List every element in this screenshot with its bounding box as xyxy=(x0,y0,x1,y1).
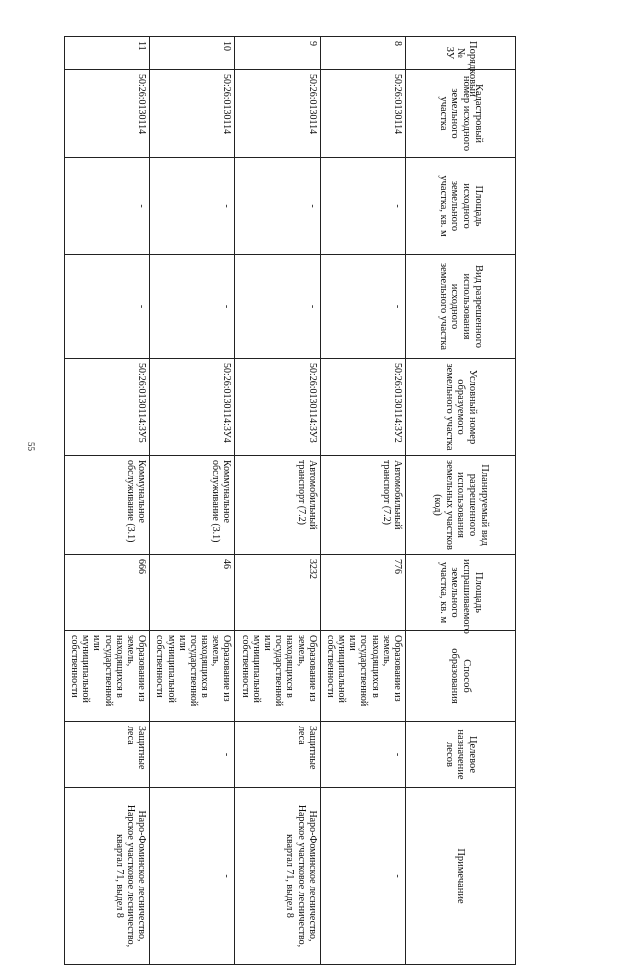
source-area: - xyxy=(320,158,405,255)
table-row xyxy=(320,37,405,965)
source-permitted-use: - xyxy=(235,255,320,359)
page-number: 55 xyxy=(26,442,36,451)
table-row xyxy=(150,37,235,965)
source-permitted-use: - xyxy=(150,255,235,359)
source-cadastral-number: 50:26:0130114 xyxy=(235,70,320,158)
source-cadastral-number: 50:26:0130114 xyxy=(150,70,235,158)
forest-purpose: - xyxy=(320,722,405,788)
forest-purpose: - xyxy=(150,722,235,788)
source-area: - xyxy=(235,158,320,255)
plot-conditional-number: 50:26:0130114:ЗУ4 xyxy=(150,359,235,456)
planned-use: Коммунальное обслуживание (3.1) xyxy=(150,456,235,555)
note: Наро-Фоминское лесничество, Нарское участковое лесничество, квартал 71, выдел 8 xyxy=(235,788,320,965)
formation-method: Образование из земель, находящихся в государственной или муниципальной собственности xyxy=(65,631,150,722)
requested-area: 46 xyxy=(150,555,235,631)
source-permitted-use: - xyxy=(65,255,150,359)
header-cell: Условный номер образуемого земельного участка xyxy=(406,359,516,456)
forest-purpose: Защитные леса xyxy=(235,722,320,788)
source-permitted-use: - xyxy=(320,255,405,359)
table-header-row xyxy=(406,37,516,965)
requested-area: 776 xyxy=(320,555,405,631)
requested-area: 3232 xyxy=(235,555,320,631)
header-cell: Кадастровый номер исходного земельного участка xyxy=(406,70,516,158)
forest-purpose: Защитные леса xyxy=(65,722,150,788)
row-number: 8 xyxy=(320,37,405,70)
header-cell: Площадь исходного земельного участка, кв. м xyxy=(406,158,516,255)
plot-conditional-number: 50:26:0130114:ЗУ5 xyxy=(65,359,150,456)
formation-method: Образование из земель, находящихся в государственной или муниципальной собственности xyxy=(235,631,320,722)
note: - xyxy=(320,788,405,965)
header-cell: Способ образования xyxy=(406,631,516,722)
header-cell: Площадь испрашиваемого земельного участка, кв. м xyxy=(406,555,516,631)
rotated-table-container xyxy=(64,36,516,948)
source-cadastral-number: 50:26:0130114 xyxy=(65,70,150,158)
source-area: - xyxy=(65,158,150,255)
row-number: 10 xyxy=(150,37,235,70)
row-number: 11 xyxy=(65,37,150,70)
plot-conditional-number: 50:26:0130114:ЗУ3 xyxy=(235,359,320,456)
table-row xyxy=(65,37,150,965)
header-cell: Примечание xyxy=(406,788,516,965)
note: Наро-Фоминское лесничество, Нарское участковое лесничество, квартал 71, выдел 8 xyxy=(65,788,150,965)
header-cell: Целевое назначение лесов xyxy=(406,722,516,788)
header-cell: Планируемый вид разрешенного использования земельных участков (код) xyxy=(406,456,516,555)
formation-method: Образование из земель, находящихся в государственной или муниципальной собственности xyxy=(150,631,235,722)
planned-use: Автомобильный транспорт (7.2) xyxy=(235,456,320,555)
land-plots-table xyxy=(64,36,516,965)
requested-area: 666 xyxy=(65,555,150,631)
planned-use: Автомобильный транспорт (7.2) xyxy=(320,456,405,555)
planned-use: Коммунальное обслуживание (3.1) xyxy=(65,456,150,555)
header-cell: Порядковый № ЗУ xyxy=(406,37,516,70)
header-cell: Вид разрешенного использования исходного земельного участка xyxy=(406,255,516,359)
note: - xyxy=(150,788,235,965)
plot-conditional-number: 50:26:0130114:ЗУ2 xyxy=(320,359,405,456)
formation-method: Образование из земель, находящихся в государственной или муниципальной собственности xyxy=(320,631,405,722)
table-row xyxy=(235,37,320,965)
row-number: 9 xyxy=(235,37,320,70)
source-cadastral-number: 50:26:0130114 xyxy=(320,70,405,158)
source-area: - xyxy=(150,158,235,255)
